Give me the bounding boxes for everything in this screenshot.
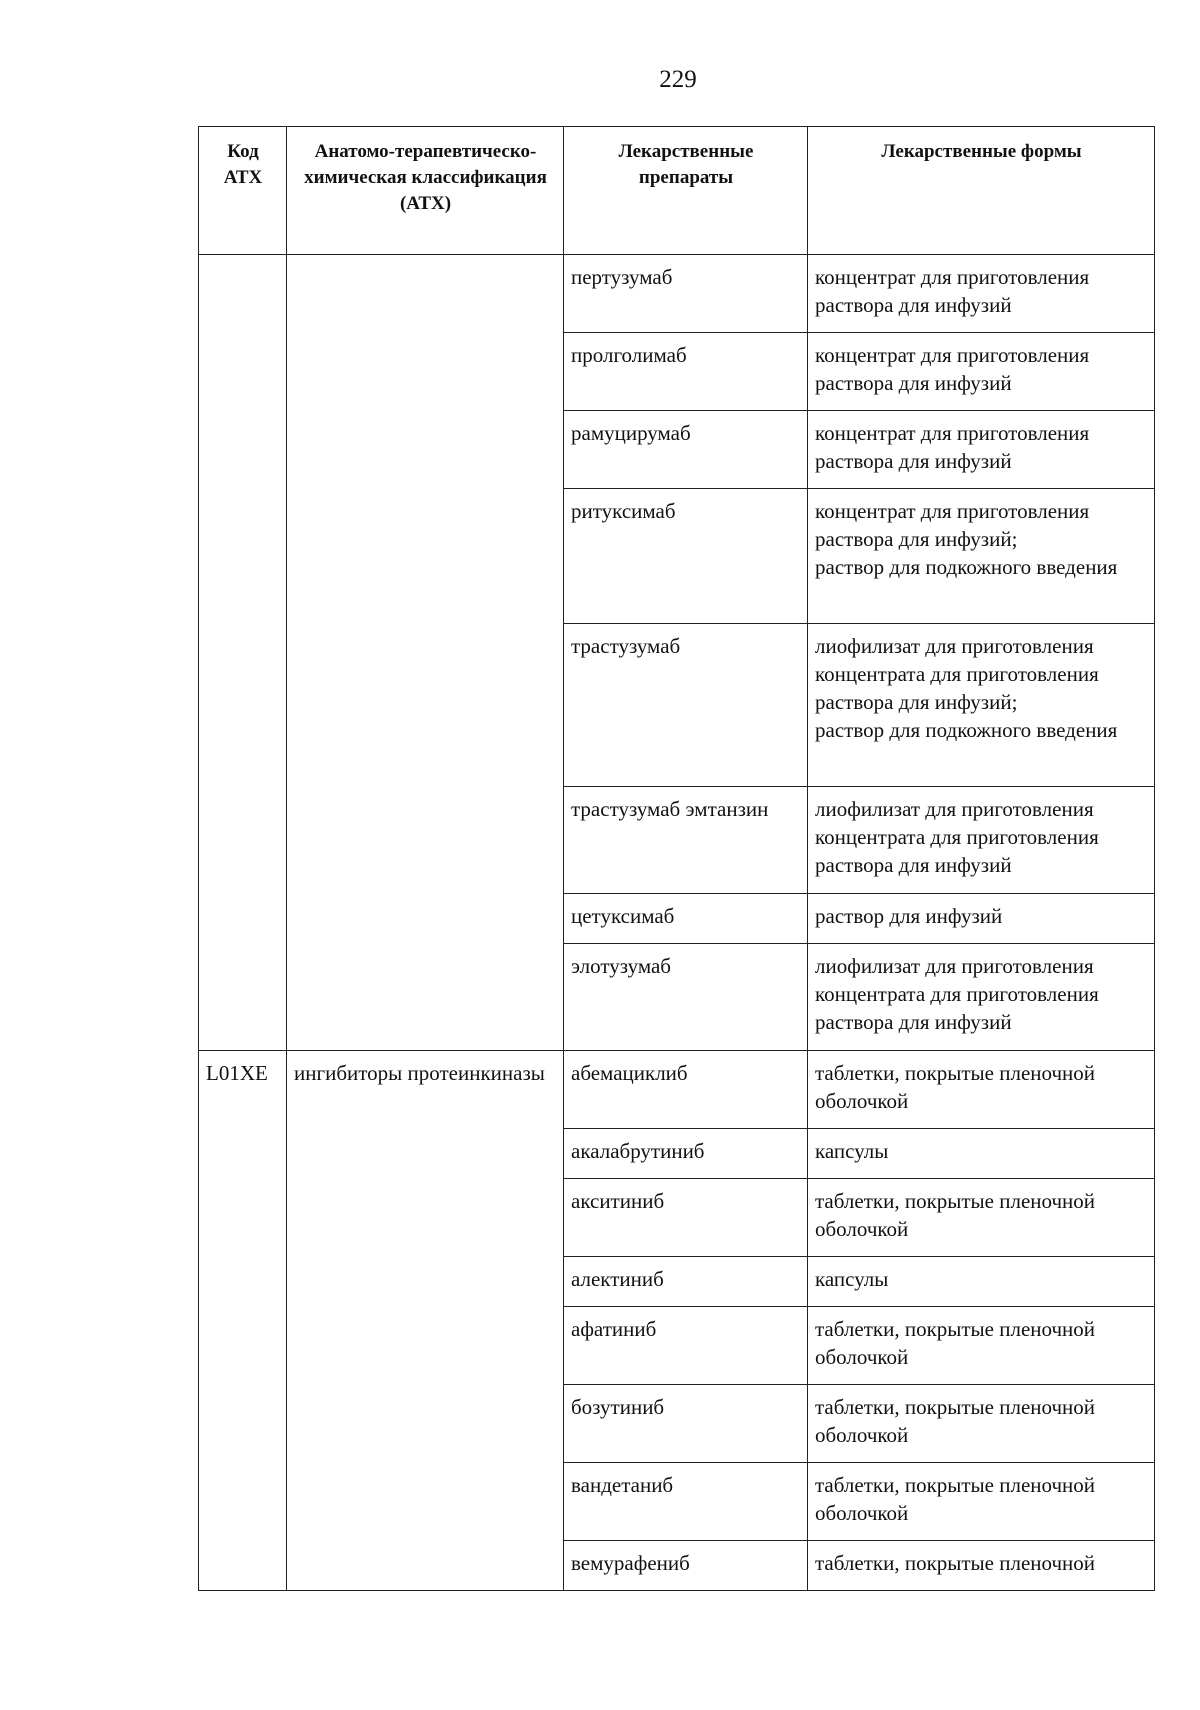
drug-name-cell: ритуксимаб bbox=[564, 489, 808, 624]
drug-form-cell: таблетки, покрытые пленочной оболочкой bbox=[808, 1385, 1155, 1463]
page-number: 229 bbox=[659, 66, 697, 93]
drug-form-cell: лиофилизат для приготовления концентрата для приготовления раствора для инфузий bbox=[808, 787, 1155, 894]
atx-code-cell bbox=[199, 255, 287, 1051]
header-drugs: Лекарственные препараты bbox=[564, 127, 808, 255]
drug-name-cell: вандетаниб bbox=[564, 1463, 808, 1541]
drug-form-line: раствор для подкожного введения bbox=[815, 718, 1118, 742]
drug-form-line: раствор для подкожного введения bbox=[815, 555, 1118, 579]
drug-form-cell: раствор для инфузий bbox=[808, 894, 1155, 944]
header-code: Код АТХ bbox=[199, 127, 287, 255]
drug-form-cell: концентрат для приготовления раствора для инфузий bbox=[808, 255, 1155, 333]
drug-name-cell: акситиниб bbox=[564, 1179, 808, 1257]
drug-name-cell: пертузумаб bbox=[564, 255, 808, 333]
drug-name-cell: цетуксимаб bbox=[564, 894, 808, 944]
drug-form-cell: лиофилизат для приготовления концентрата для приготовления раствора для инфузий bbox=[808, 944, 1155, 1051]
drug-form-cell bbox=[808, 489, 1155, 624]
drug-name-cell: алектиниб bbox=[564, 1257, 808, 1307]
atx-code-cell: L01XE bbox=[199, 1051, 287, 1591]
atx-classification-cell bbox=[287, 255, 564, 1051]
drug-form-cell bbox=[808, 624, 1155, 787]
drug-name-cell: бозутиниб bbox=[564, 1385, 808, 1463]
table-row bbox=[199, 255, 1155, 333]
drug-form-line: концентрат для приготовления раствора для инфузий; bbox=[815, 499, 1090, 551]
drug-name-cell: элотузумаб bbox=[564, 944, 808, 1051]
table-row bbox=[199, 1051, 1155, 1129]
header-classification: Анатомо-терапевтическо-химическая классификация (АТХ) bbox=[287, 127, 564, 255]
atx-classification-cell: ингибиторы протеинкиназы bbox=[287, 1051, 564, 1591]
drug-form-cell: концентрат для приготовления раствора для инфузий bbox=[808, 411, 1155, 489]
drug-name-cell: абемациклиб bbox=[564, 1051, 808, 1129]
drug-name-cell: пролголимаб bbox=[564, 333, 808, 411]
drug-name-cell: акалабрутиниб bbox=[564, 1129, 808, 1179]
drug-name-cell: вемурафениб bbox=[564, 1541, 808, 1591]
drug-form-cell: капсулы bbox=[808, 1129, 1155, 1179]
drug-name-cell: трастузумаб bbox=[564, 624, 808, 787]
drug-form-cell: таблетки, покрытые пленочной оболочкой bbox=[808, 1463, 1155, 1541]
drug-name-cell: трастузумаб эмтанзин bbox=[564, 787, 808, 894]
header-forms: Лекарственные формы bbox=[808, 127, 1155, 255]
drug-form-cell: капсулы bbox=[808, 1257, 1155, 1307]
drug-form-cell: концентрат для приготовления раствора для инфузий bbox=[808, 333, 1155, 411]
atx-drug-table bbox=[198, 126, 1155, 1591]
table-header-row bbox=[199, 127, 1155, 255]
drug-form-cell: таблетки, покрытые пленочной оболочкой bbox=[808, 1307, 1155, 1385]
drug-form-line: лиофилизат для приготовления концентрата для приготовления раствора для инфузий; bbox=[815, 634, 1099, 714]
drug-form-cell: таблетки, покрытые пленочной оболочкой bbox=[808, 1179, 1155, 1257]
drug-form-cell: таблетки, покрытые пленочной bbox=[808, 1541, 1155, 1591]
drug-form-cell: таблетки, покрытые пленочной оболочкой bbox=[808, 1051, 1155, 1129]
drug-name-cell: афатиниб bbox=[564, 1307, 808, 1385]
drug-name-cell: рамуцирумаб bbox=[564, 411, 808, 489]
